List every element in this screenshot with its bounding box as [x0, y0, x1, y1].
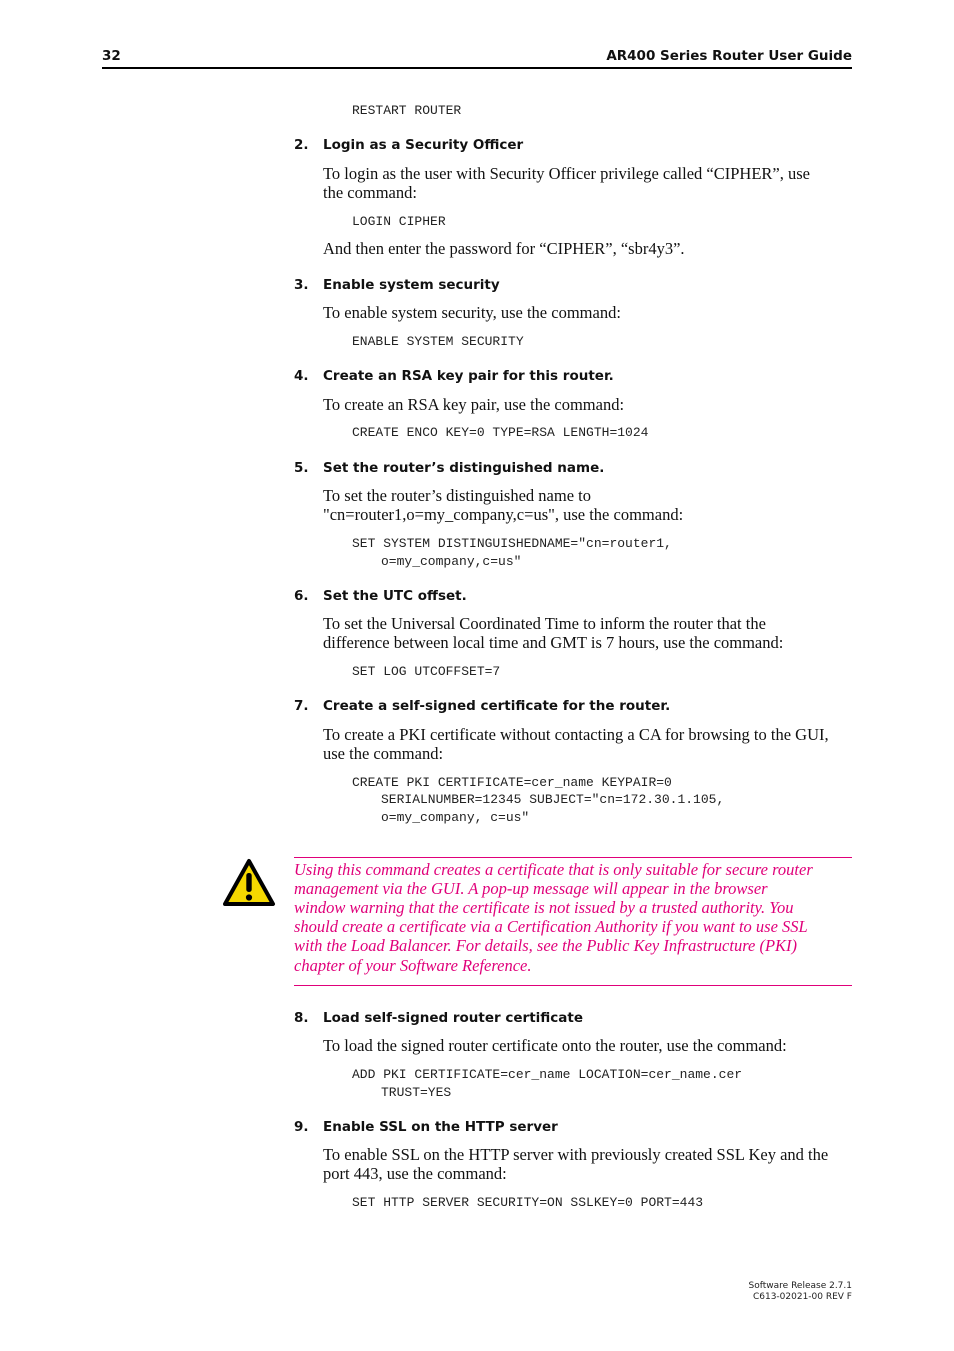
- step-heading-ssl: Enable SSL on the HTTP server: [323, 1119, 558, 1135]
- step-number: 3.: [294, 277, 309, 293]
- step-number: 7.: [294, 698, 309, 714]
- step-body-line: And then enter the password for “CIPHER”, “sbr4y3”.: [323, 239, 685, 258]
- step-heading-cert: Create a self-signed certificate for the router.: [323, 698, 671, 714]
- step-body-line: To set the router’s distinguished name to: [323, 486, 591, 505]
- code-add-pki-cont: TRUST=YES: [381, 1085, 452, 1100]
- step-body-line: To login as the user with Security Officer privilege called “CIPHER”, use: [323, 164, 810, 183]
- step-body-line: the command:: [323, 183, 417, 202]
- header-rule: [102, 67, 852, 69]
- code-utc: SET LOG UTCOFFSET=7: [352, 664, 501, 679]
- warning-text-line: should create a certificate via a Certification Authority if you want to use SSL: [294, 917, 808, 936]
- step-body-line: To load the signed router certificate onto the router, use the command:: [323, 1036, 787, 1055]
- step-heading-dn: Set the router’s distinguished name.: [323, 460, 605, 476]
- code-create-enco: CREATE ENCO KEY=0 TYPE=RSA LENGTH=1024: [352, 425, 649, 440]
- code-set-http: SET HTTP SERVER SECURITY=ON SSLKEY=0 PORT=443: [352, 1195, 704, 1210]
- warning-text-line: Using this command creates a certificate that is only suitable for secure router: [294, 860, 813, 879]
- footer-doc-code: C613-02021-00 REV F: [752, 1292, 852, 1302]
- code-restart-router: RESTART ROUTER: [352, 103, 462, 118]
- step-number: 4.: [294, 368, 309, 384]
- code-create-pki-cont: SERIALNUMBER=12345 SUBJECT="cn=172.30.1.105,: [381, 792, 725, 807]
- step-body-line: To create an RSA key pair, use the command:: [323, 395, 625, 414]
- step-body-line: To set the Universal Coordinated Time to inform the router that the: [323, 614, 766, 633]
- step-number: 9.: [294, 1119, 309, 1135]
- step-body-line: To enable SSL on the HTTP server with previously created SSL Key and the: [323, 1145, 829, 1164]
- warning-rule-bottom: [294, 985, 852, 986]
- step-body-line: difference between local time and GMT is 7 hours, use the command:: [323, 633, 784, 652]
- code-create-pki: CREATE PKI CERTIFICATE=cer_name KEYPAIR=0: [352, 775, 672, 790]
- code-add-pki: ADD PKI CERTIFICATE=cer_name LOCATION=cer_name.cer: [352, 1067, 743, 1082]
- step-heading-rsa: Create an RSA key pair for this router.: [323, 368, 614, 384]
- step-body-line: To create a PKI certificate without contacting a CA for browsing to the GUI,: [323, 725, 829, 744]
- code-set-dn: SET SYSTEM DISTINGUISHEDNAME="cn=router1,: [352, 536, 672, 551]
- step-heading-login: Login as a Security Officer: [323, 137, 524, 153]
- warning-triangle-icon: [222, 858, 276, 908]
- step-heading-utc: Set the UTC offset.: [323, 588, 467, 604]
- warning-text-line: management via the GUI. A pop-up message will appear in the browser: [294, 879, 768, 898]
- step-heading-load-cert: Load self-signed router certificate: [323, 1010, 584, 1026]
- warning-text-line: window warning that the certificate is not issued by a trusted authority. You: [294, 898, 794, 917]
- step-number: 8.: [294, 1010, 309, 1026]
- code-create-pki-cont: o=my_company, c=us": [381, 810, 530, 825]
- warning-rule-top: [294, 857, 852, 858]
- step-number: 2.: [294, 137, 309, 153]
- warning-text-line: chapter of your Software Reference.: [294, 956, 532, 975]
- step-body-line: "cn=router1,o=my_company,c=us", use the command:: [323, 505, 684, 524]
- code-enable-security: ENABLE SYSTEM SECURITY: [352, 334, 524, 349]
- step-body-line: To enable system security, use the command:: [323, 303, 621, 322]
- footer-release: Software Release 2.7.1: [748, 1281, 852, 1291]
- code-login-cipher: LOGIN CIPHER: [352, 214, 446, 229]
- code-set-dn-cont: o=my_company,c=us": [381, 554, 522, 569]
- doc-title: AR400 Series Router User Guide: [606, 48, 852, 64]
- step-heading-enable-security: Enable system security: [323, 277, 500, 293]
- warning-text-line: with the Load Balancer. For details, see the Public Key Infrastructure (PKI): [294, 936, 798, 955]
- step-body-line: port 443, use the command:: [323, 1164, 507, 1183]
- step-number: 5.: [294, 460, 309, 476]
- page-number: 32: [102, 48, 121, 64]
- step-number: 6.: [294, 588, 309, 604]
- step-body-line: use the command:: [323, 744, 444, 763]
